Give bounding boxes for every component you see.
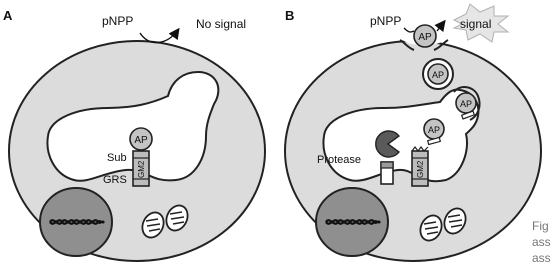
panel-b — [285, 4, 541, 261]
gm2-label-a: GM2 — [137, 160, 146, 178]
gm2-label-b: GM2 — [416, 160, 425, 178]
ap-label-b4: AP — [427, 125, 441, 135]
ap-label-b3: AP — [459, 99, 473, 109]
grs-label: GRS — [103, 174, 127, 186]
caption-fragment — [532, 219, 551, 265]
ap-label-a: AP — [134, 135, 148, 146]
arrow-b — [437, 22, 444, 31]
panel-a — [3, 8, 265, 261]
panel-b-letter: B — [285, 8, 295, 23]
svg-text:Fig: Fig — [532, 219, 549, 233]
ap-label-b2: AP — [431, 70, 445, 80]
ap-label-b1: AP — [418, 32, 432, 43]
pnpp-label-b: pNPP — [370, 14, 402, 28]
no-signal-label: No signal — [196, 17, 247, 31]
signal-label: signal — [460, 17, 492, 31]
svg-text:ass: ass — [532, 251, 551, 265]
panel-a-letter: A — [3, 8, 13, 23]
sub-label: Sub — [107, 152, 127, 164]
pnpp-label-a: pNPP — [102, 14, 134, 28]
protease-label: Protease — [317, 154, 362, 166]
svg-text:ass: ass — [532, 235, 551, 249]
